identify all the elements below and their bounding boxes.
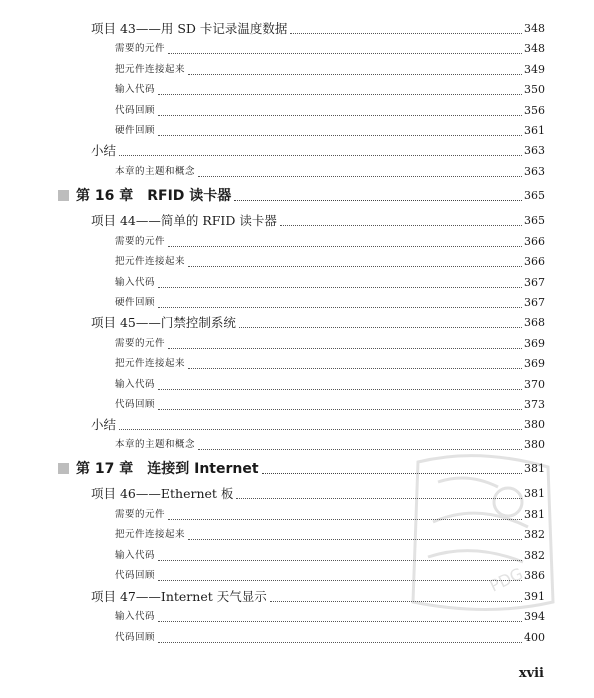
toc-entry-sub: [0, 162, 594, 182]
toc-entry-page: 367: [522, 273, 545, 293]
toc-entry-page: 366: [522, 232, 545, 252]
toc-entry-label: 把元件连接起来: [115, 525, 187, 545]
dot-leader: [188, 266, 542, 267]
toc-entry-sub: [0, 80, 594, 100]
chapter-marker-icon: [58, 463, 69, 474]
toc-entry-label: 项目 44——简单的 RFID 读卡器: [91, 211, 279, 231]
dot-leader: [188, 74, 542, 75]
toc-entry-label: 小结: [91, 415, 118, 435]
toc-entry-page: 381: [522, 459, 545, 479]
toc-entry-label: 需要的元件: [115, 334, 167, 354]
toc-entry-label: 硬件回顾: [115, 121, 157, 141]
toc-entry-label: 第 16 章 RFID 读卡器: [76, 188, 232, 204]
toc-entry-page: 365: [522, 211, 545, 231]
toc-entry-label: 输入代码: [115, 375, 157, 395]
toc-entry-page: 382: [522, 546, 545, 566]
toc-entry-project: [0, 211, 594, 231]
dot-leader: [290, 33, 542, 34]
toc-entry-label: 第 17 章 连接到 Internet: [76, 461, 259, 477]
page-number: xvii: [518, 666, 544, 681]
dot-leader: [188, 368, 542, 369]
toc-entry-label: 输入代码: [115, 273, 157, 293]
toc-entry-label: 需要的元件: [115, 39, 167, 59]
toc-entry-label: 需要的元件: [115, 505, 167, 525]
toc-entry-label: 把元件连接起来: [115, 60, 187, 80]
toc-entry-label: 代码回顾: [115, 395, 157, 415]
toc-entry-sub: [0, 121, 594, 141]
toc-entry-page: 349: [522, 60, 545, 80]
dot-leader: [158, 389, 542, 390]
dot-leader: [198, 176, 542, 177]
toc-entry-page: 380: [522, 415, 545, 435]
dot-leader: [239, 327, 542, 328]
toc-entry-page: 381: [522, 484, 545, 504]
dot-leader: [119, 429, 542, 430]
toc-entry-sub: [0, 273, 594, 293]
toc-entry-project: [0, 19, 594, 39]
toc-entry-sub: [0, 101, 594, 121]
toc-entry-page: 400: [522, 628, 545, 648]
toc-entry-page: 361: [522, 121, 545, 141]
toc-entry-page: 380: [522, 435, 545, 455]
dot-leader: [168, 53, 542, 54]
toc-entry-sub: [0, 354, 594, 374]
toc-entry-label: 项目 45——门禁控制系统: [91, 313, 238, 333]
toc-entry-sub: [0, 39, 594, 59]
toc-entry-page: 348: [522, 19, 545, 39]
toc-entry-page: 366: [522, 252, 545, 272]
dot-leader: [158, 135, 542, 136]
toc-entry-page: 365: [522, 186, 545, 206]
toc-entry-page: 394: [522, 607, 545, 627]
toc-entry-chapter: [0, 186, 594, 206]
toc-entry-sub: [0, 60, 594, 80]
toc-entry-project: [0, 313, 594, 333]
dot-leader: [168, 348, 542, 349]
toc-entry-sub: [0, 375, 594, 395]
toc-entry-page: 386: [522, 566, 545, 586]
dot-leader: [234, 200, 542, 201]
toc-entry-page: 369: [522, 334, 545, 354]
toc-entry-summary: [0, 141, 594, 161]
toc-entry-summary: [0, 415, 594, 435]
toc-entry-label: 项目 43——用 SD 卡记录温度数据: [91, 19, 289, 39]
toc-entry-label: 小结: [91, 141, 118, 161]
dot-leader: [119, 155, 542, 156]
toc-entry-label: 输入代码: [115, 546, 157, 566]
toc-entry-label: 硬件回顾: [115, 293, 157, 313]
toc-entry-page: 348: [522, 39, 545, 59]
toc-entry-page: 391: [522, 587, 545, 607]
watermark-seal: [398, 442, 563, 622]
toc-entry-label: 代码回顾: [115, 101, 157, 121]
toc-entry-page: 369: [522, 354, 545, 374]
watermark-text: PDG: [486, 563, 526, 596]
toc-entry-label: 把元件连接起来: [115, 252, 187, 272]
dot-leader: [158, 287, 542, 288]
dot-leader: [158, 642, 542, 643]
dot-leader: [280, 225, 542, 226]
toc-entry-sub: [0, 395, 594, 415]
toc-entry-page: 370: [522, 375, 545, 395]
toc-entry-page: 368: [522, 313, 545, 333]
toc-entry-sub: [0, 293, 594, 313]
toc-entry-label: 项目 46——Ethernet 板: [91, 484, 235, 504]
toc-entry-label: 需要的元件: [115, 232, 167, 252]
toc-entry-page: 363: [522, 162, 545, 182]
toc-entry-sub: [0, 252, 594, 272]
toc-entry-label: 项目 47——Internet 天气显示: [91, 587, 269, 607]
toc-entry-page: 356: [522, 101, 545, 121]
dot-leader: [158, 409, 542, 410]
toc-entry-page: 363: [522, 141, 545, 161]
toc-entry-label: 本章的主题和概念: [115, 435, 197, 455]
toc-entry-label: 本章的主题和概念: [115, 162, 197, 182]
toc-entry-page: 350: [522, 80, 545, 100]
toc-entry-sub: [0, 334, 594, 354]
toc-entry-page: 381: [522, 505, 545, 525]
dot-leader: [158, 307, 542, 308]
toc-entry-label: 输入代码: [115, 607, 157, 627]
toc-entry-label: 代码回顾: [115, 566, 157, 586]
dot-leader: [168, 246, 542, 247]
toc-entry-sub: [0, 232, 594, 252]
toc-entry-page: 382: [522, 525, 545, 545]
dot-leader: [158, 115, 542, 116]
chapter-marker-icon: [58, 190, 69, 201]
toc-entry-label: 输入代码: [115, 80, 157, 100]
dot-leader: [158, 94, 542, 95]
toc-entry-label: 把元件连接起来: [115, 354, 187, 374]
toc-entry-label: 代码回顾: [115, 628, 157, 648]
toc-entry-sub: [0, 628, 594, 648]
toc-entry-page: 373: [522, 395, 545, 415]
toc-entry-page: 367: [522, 293, 545, 313]
